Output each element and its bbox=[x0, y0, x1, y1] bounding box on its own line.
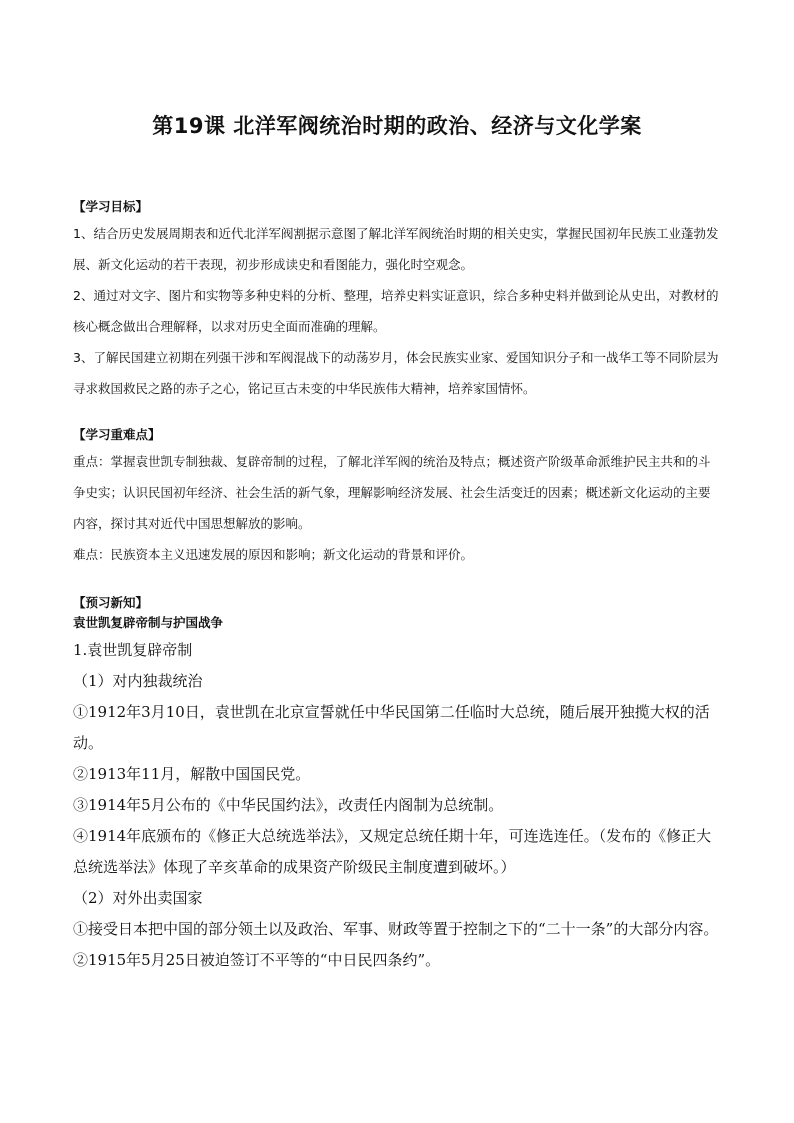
preview-heading: 【预习新知】 bbox=[73, 595, 149, 610]
preview-line-6: ④1914年底颁布的《修正大总统选举法》，又规定总统任期十年，可连选连任。（发布的《修正大总统选举法》体现了辛亥革命的成果资产阶级民主制度遭到破坏。） bbox=[73, 827, 712, 876]
objective-item-1: 1、结合历史发展周期表和近代北洋军阀割据示意图了解北洋军阀统治时期的相关史实，掌握民国初年民族工业蓬勃发展、新文化运动的若干表现，初步形成读史和看图能力，强化时空观念。 bbox=[73, 226, 719, 272]
objectives-heading: 【学习目标】 bbox=[73, 199, 149, 214]
keypoints-section bbox=[73, 424, 721, 570]
keypoints-heading: 【学习重难点】 bbox=[73, 427, 161, 442]
preview-line-3: ①1912年3月10日，袁世凯在北京宣誓就任中华民国第二任临时大总统，随后展开独揽大权的活动。 bbox=[73, 703, 710, 752]
preview-line-9: ②1915年5月25日被迫签订不平等的“中日民四条约”。 bbox=[73, 951, 441, 969]
keypoints-focus: 重点：掌握袁世凯专制独裁、复辟帝制的过程，了解北洋军阀的统治及特点；概述资产阶级革命派维护民主共和的斗争史实；认识民国初年经济、社会生活的新气象，理解影响经济发展、社会生活变迁的因素；概述新文化运动的主要内容，探讨其对近代中国思想解放的影响。 bbox=[73, 454, 711, 531]
objectives-section bbox=[73, 196, 721, 404]
preview-line-5: ③1914年5月公布的《中华民国约法》，改责任内阁制为总统制。 bbox=[73, 796, 504, 814]
preview-line-4: ②1913年11月，解散中国国民党。 bbox=[73, 765, 311, 783]
preview-line-1: 1.袁世凯复辟帝制 bbox=[73, 641, 193, 659]
page-title: 第19课 北洋军阀统治时期的政治、经济与文化学案 bbox=[152, 114, 642, 138]
preview-line-2: （1）对内独裁统治 bbox=[73, 672, 203, 690]
keypoints-difficulty: 难点：民族资本主义迅速发展的原因和影响；新文化运动的背景和评价。 bbox=[73, 547, 474, 562]
objective-item-2: 2、通过对文字、图片和实物等多种史料的分析、整理，培养史料实证意识，综合多种史料并做到论从史出，对教材的核心概念做出合理解释，以求对历史全面而准确的理解。 bbox=[73, 288, 719, 334]
preview-section bbox=[73, 592, 721, 976]
preview-subheading: 袁世凯复辟帝制与护国战争 bbox=[73, 615, 224, 630]
preview-line-8: ①接受日本把中国的部分领土以及政治、军事、财政等置于控制之下的“二十一条”的大部分内容。 bbox=[73, 920, 719, 938]
objective-item-3: 3、了解民国建立初期在列强干涉和军阀混战下的动荡岁月，体会民族实业家、爱国知识分子和一战华工等不同阶层为寻求救国救民之路的赤子之心，铭记亘古未变的中华民族伟大精神，培养家国情怀。 bbox=[73, 350, 719, 396]
preview-line-7: （2）对外出卖国家 bbox=[73, 889, 203, 907]
